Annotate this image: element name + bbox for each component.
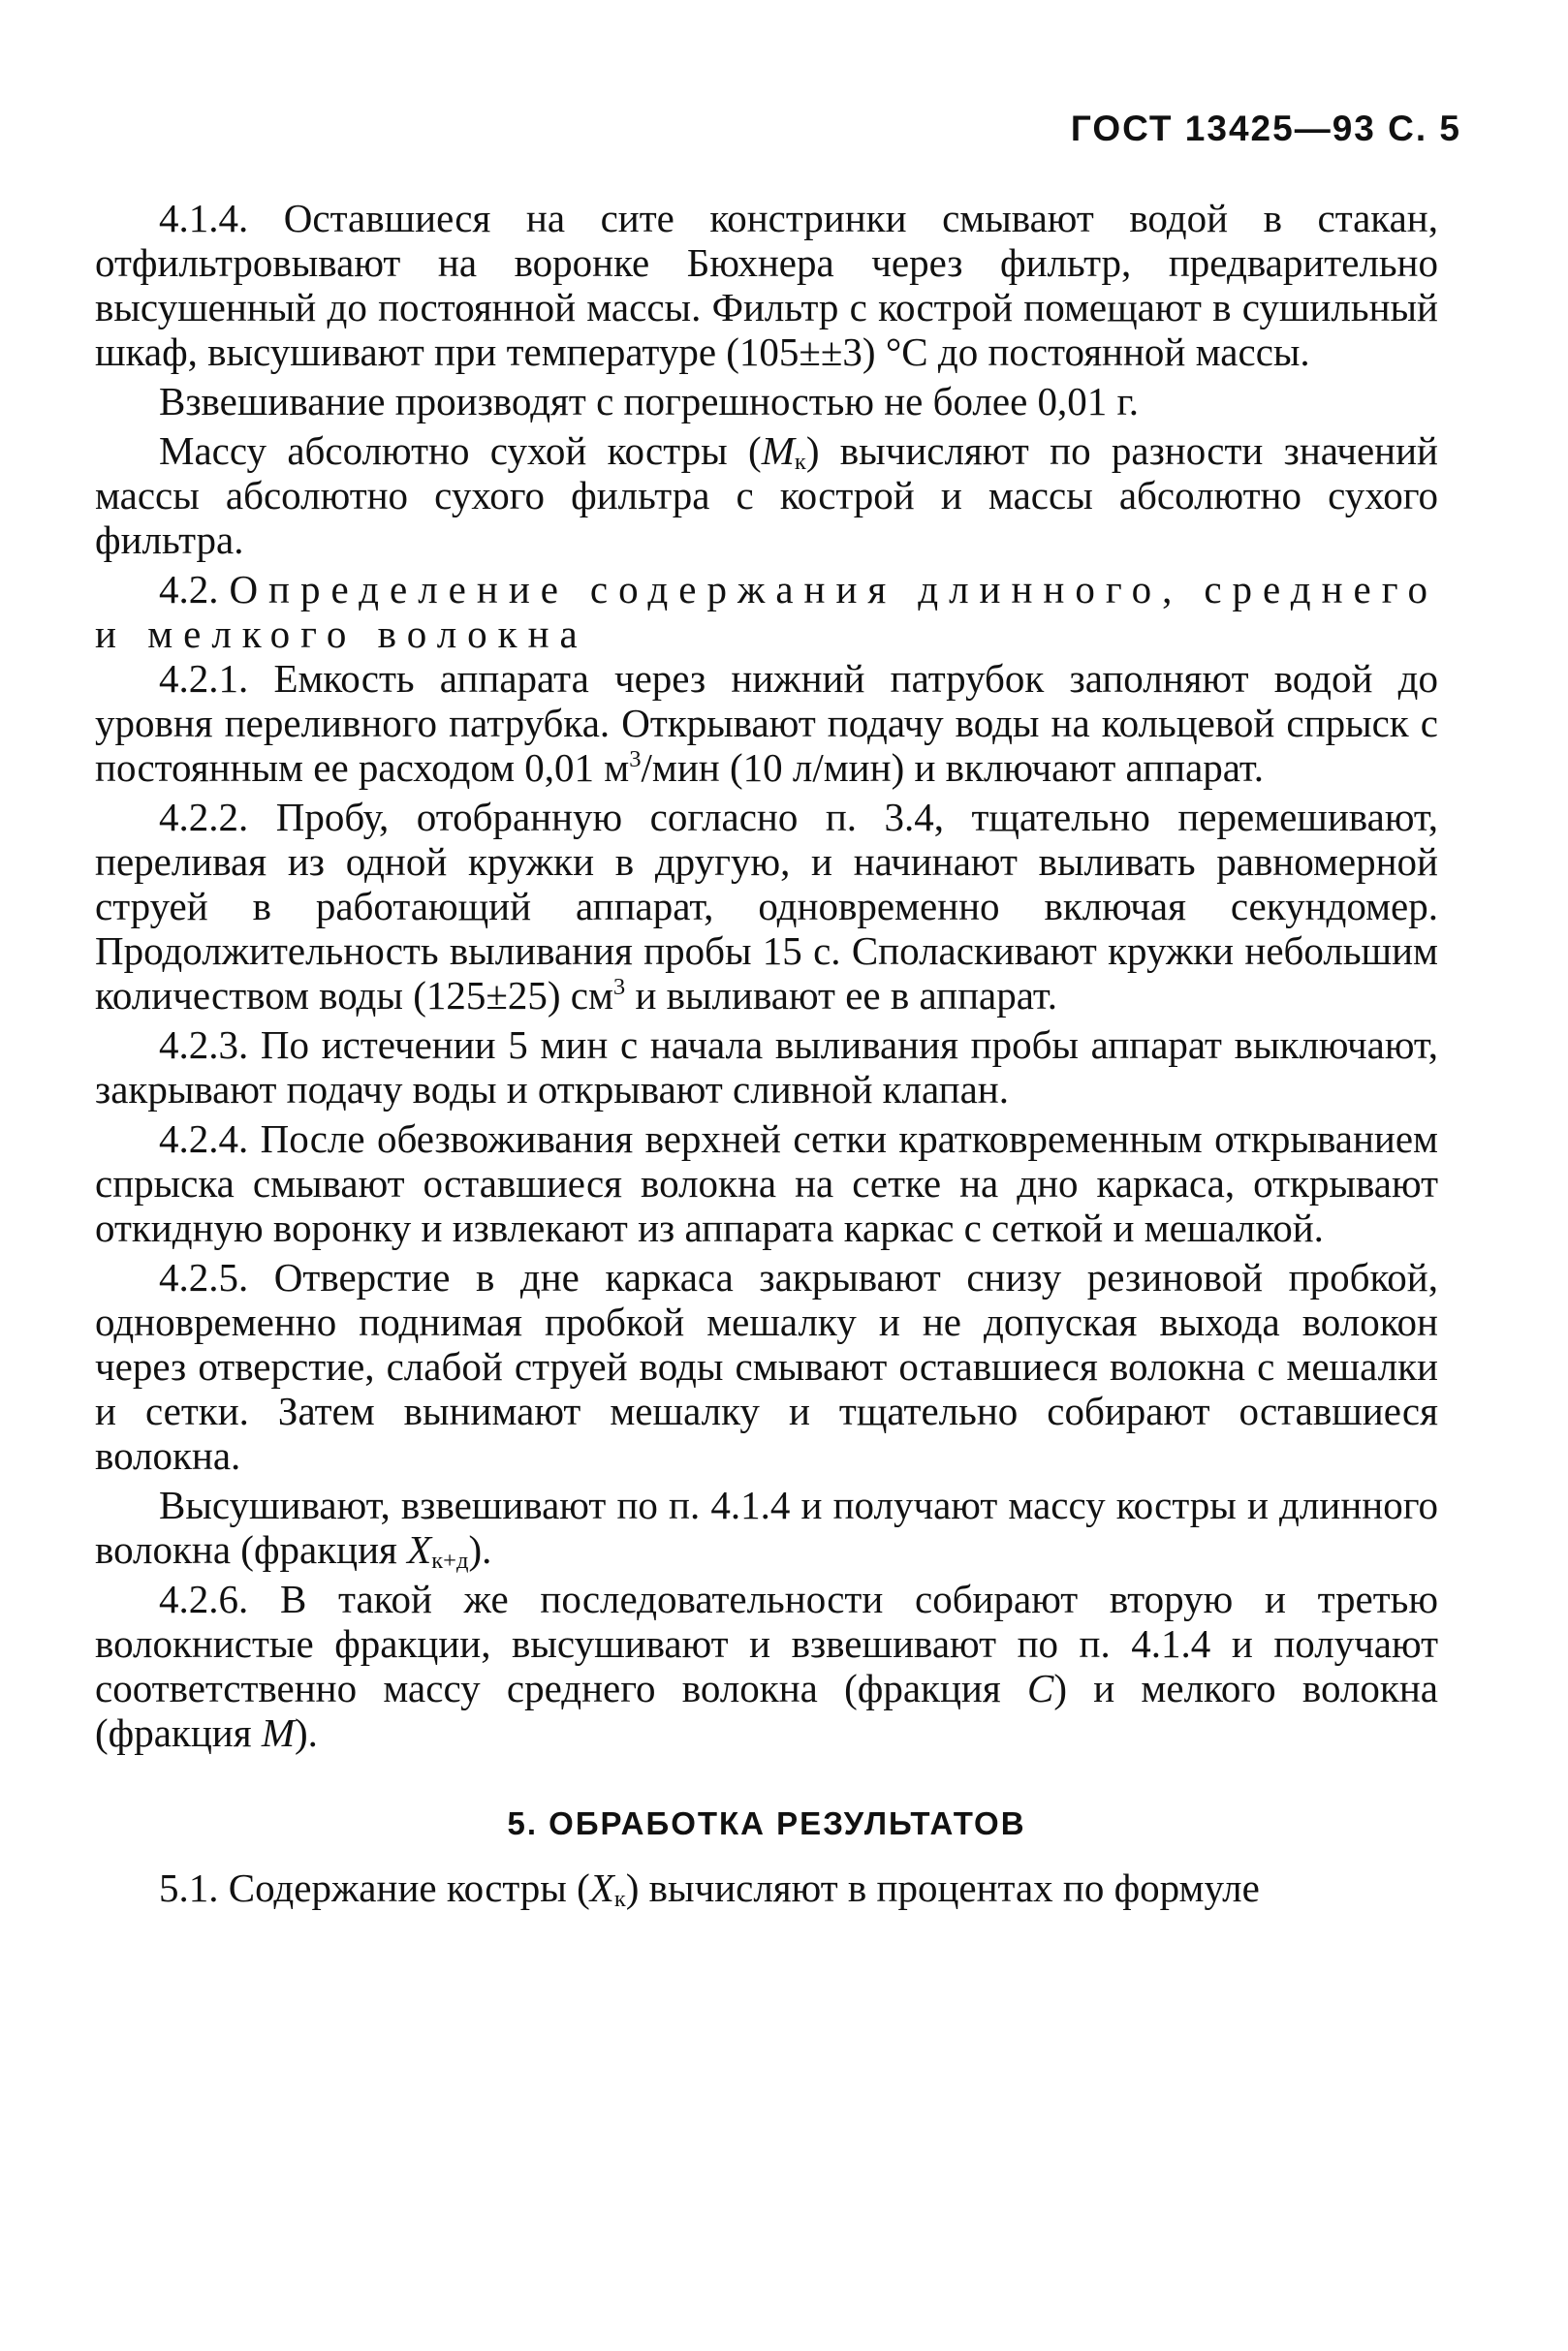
paragraph-4-2-1 [95,656,1438,790]
text-fragment: ) и мелкого волокна (фракция [95,1666,1438,1755]
text-fragment: 4.2.2. Пробу, отобранную согласно п. 3.4, тщательно перемешивают, переливая из одной кружки в другую, и начинают выливать равномерной струей в работающий аппарат, одновременно включая секундомер. Продолжительность выливания пробы 15 с. Споласкивают кружки небольшим количеством воды (125±25) см [95,795,1438,1018]
text-fragment: /мин (10 л/мин) и включают аппарат. [641,745,1265,790]
paragraph-4-1-4: 4.1.4. Оставшиеся на сите констринки смывают водой в стакан, отфильтровывают на воронке Бюхнера через фильтр, предварительно высушенный до постоянной массы. Фильтр с кострой помещают в сушильный шкаф, высушивают при температуре (105±±3) °С до постоянной массы. [95,196,1438,374]
paragraph-4-2-3: 4.2.3. По истечении 5 мин с начала выливания пробы аппарат выключают, закрывают подачу воды и открывают сливной клапан. [95,1022,1438,1112]
variable-x: Х [407,1527,432,1572]
variable-m: М [761,428,795,473]
variable-c: С [1026,1666,1054,1710]
text-fragment: 5.1. Содержание костры ( [159,1865,590,1910]
superscript-3: 3 [629,746,642,772]
text-fragment: Массу абсолютно сухой костры ( [159,428,762,473]
page-header: ГОСТ 13425—93 С. 5 [1070,109,1461,148]
paragraph-dry-mass [95,428,1438,562]
subscript-k: к [613,1886,626,1912]
section-5-heading: 5. ОБРАБОТКА РЕЗУЛЬТАТОВ [507,1805,1026,1841]
variable-x: Х [589,1865,614,1910]
section-number: 4.2. [159,567,219,611]
text-fragment: 4.2.6. В такой же последовательности собирают вторую и третью волокнистые фракции, высушивают и взвешивают по п. 4.1.4 и получают соответственно массу среднего волокна (фракция [95,1577,1438,1710]
paragraph-4-2-heading [95,567,1438,656]
subsection-title: Определение содержания длинного, среднего и мелкого волокна [95,567,1438,656]
document-body [95,196,1438,1915]
subscript-k: к [794,449,806,475]
paragraph-4-2-4: 4.2.4. После обезвоживания верхней сетки кратковременным открыванием спрыска смывают оставшиеся волокна на сетке на дно каркаса, открывают откидную воронку и извлекают из аппарата каркас с сеткой и мешалкой. [95,1116,1438,1250]
text-fragment: ) вычисляют по разности значений массы абсолютно сухого фильтра с кострой и массы абсолютно сухого фильтра. [95,428,1438,562]
text-fragment: ). [468,1527,492,1572]
variable-m: М [261,1710,295,1755]
text-fragment: ). [294,1710,318,1755]
paragraph-weighing: Взвешивание производят с погрешностью не более 0,01 г. [159,379,1139,423]
paragraph-4-2-5-drying [95,1483,1438,1572]
text-fragment: Высушивают, взвешивают по п. 4.1.4 и получают массу костры и длинного волокна (фракция [95,1483,1438,1572]
text-fragment: 4.2.1. Емкость аппарата через нижний патрубок заполняют водой до уровня переливного патрубка. Открывают подачу воды на кольцевой спрыск с постоянным ее расходом 0,01 м [95,656,1438,790]
paragraph-4-2-6 [95,1577,1438,1755]
paragraph-5-1 [95,1865,1438,1910]
text-fragment: ) вычисляют в процентах по формуле [625,1865,1260,1910]
subscript-k-d: к+д [431,1548,469,1574]
text-fragment: и выливают ее в аппарат. [625,973,1057,1018]
paragraph-4-2-2 [95,795,1438,1018]
superscript-3: 3 [612,974,626,1000]
paragraph-4-2-5: 4.2.5. Отверстие в дне каркаса закрывают снизу резиновой пробкой, одновременно поднимая пробкой мешалку и не допуская выхода волокон через отверстие, слабой струей воды смывают оставшиеся волокна с мешалки и сетки. Затем вынимают мешалку и тщательно собирают оставшиеся волокна. [95,1255,1438,1478]
